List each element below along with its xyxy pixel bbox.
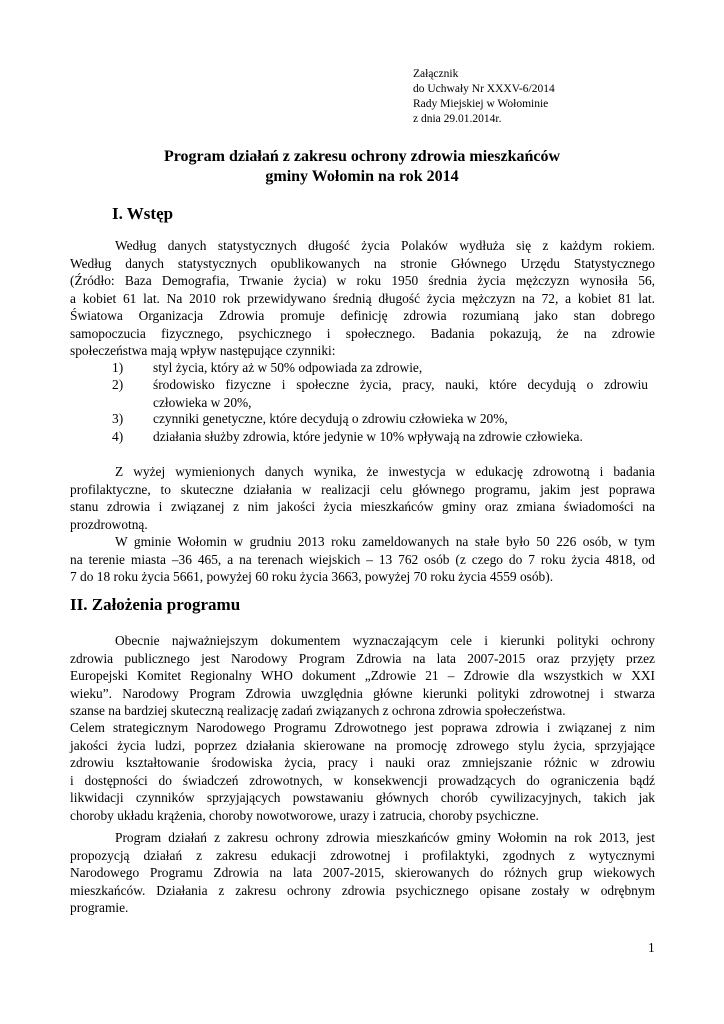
title-line: Program działań z zakresu ochrony zdrowia mieszkańców (163, 148, 561, 165)
annex-header (413, 67, 555, 127)
page-number: 1 (648, 940, 655, 955)
paragraph-assumptions-3 (70, 829, 655, 917)
text-line: W gminie Wołomin w grudniu 2013 roku zameldowanych na stałe było 50 226 osób, w tym (115, 534, 655, 549)
text-line: a kobiet 61 lat. Na 2010 rok przewidywano średnią długość życia mężczyzn na 72, a kobiet 81 lat. (70, 290, 655, 306)
text-line: zdrowia publicznego jest Narodowy Program Zdrowia na lata 2007-2015 oraz przyjęty przez (70, 650, 655, 666)
list-number: 3) (112, 411, 124, 426)
text-line: Narodowego Programu Zdrowia na lata 2007-2015, skierowanych do różnych grup wiekowych (70, 865, 655, 880)
list-item (153, 410, 648, 428)
text-line: styl życia, który aż w 50% odpowiada za zdrowie, (153, 360, 423, 375)
annex-line: Rady Miejskiej w Wołominie (413, 98, 549, 110)
list-item (153, 428, 648, 446)
annex-line: z dnia 29.01.2014r. (413, 113, 502, 125)
text-line: Celem strategicznym Narodowego Programu Zdrowotnego jest poprawa zdrowia i związanej z nim (70, 720, 655, 735)
text-line: programie. (70, 900, 129, 915)
text-line: Europejski Komitet Regionalny WHO dokument „Zdrowie 21 – Zdrowie dla wszystkich w XXI (70, 668, 655, 683)
title-line: gminy Wołomin na rok 2014 (265, 168, 459, 185)
text-line: jakości życia ludzi, poprzez działania skierowane na promocję zdrowego stylu życia, sprzyjające (70, 737, 655, 753)
paragraph-assumptions-1 (70, 632, 655, 720)
text-line: choroby układu krążenia, choroby nowotworowe, urazy i zatrucia, choroby psychiczne. (70, 807, 539, 823)
text-line: Z wyżej wymienionych danych wynika, że inwestycja w edukację zdrowotną i badania (115, 464, 655, 479)
text-line: działania służby zdrowia, które jedynie w 10% wpływają na zdrowie człowieka. (153, 429, 583, 444)
text-line: Według danych statystycznych długość życia Polaków wydłuża się z każdym rokiem. (115, 238, 655, 253)
list-item (153, 376, 648, 411)
text-line: na terenie miasta –36 465, a na terenach wiejskich – 13 762 osób (z czego do 7 roku życia 4818, od (70, 551, 655, 567)
text-line: mieszkańców. Działania z zakresu ochrony zdrowia psychicznego opisane zostały w odrębnym (70, 882, 655, 898)
text-line: środowisko fizyczne i społeczne życia, pracy, nauki, które decydują o zdrowiu (153, 377, 648, 392)
text-line: wieku”. Narodowy Program Zdrowia uwzględnia główne kierunki polityki zdrowotnej i stwarza (70, 685, 655, 701)
text-line: zdrowiu kształtowanie środowiska życia, pracy i nauki oraz zmniejszanie różnic w zdrowiu (70, 755, 655, 770)
annex-line: do Uchwały Nr XXXV-6/2014 (413, 83, 555, 95)
list-number: 1) (112, 360, 124, 375)
annex-line: Załącznik (413, 68, 459, 80)
list-number: 2) (112, 377, 124, 392)
paragraph-intro-2 (70, 463, 655, 533)
text-line: stanu zdrowia i związanej z nim jakości życia mieszkańców gminy oraz zmiana świadomości na (70, 499, 655, 514)
text-line: Program działań z zakresu ochrony zdrowia mieszkańców gminy Wołomin na rok 2013, jest (115, 830, 655, 845)
section-heading-assumptions: II. Założenia programu (70, 595, 241, 614)
text-line: i dostępności do świadczeń zdrowotnych, w konsekwencji prowadzących do ograniczenia bądź (70, 772, 655, 788)
text-line: szanse na bardziej skuteczną realizację zadań związanych z ochrona zdrowia społeczeństwa. (70, 703, 566, 718)
text-line: społeczeństwa mają wpływ następujące czynniki: (70, 343, 336, 358)
text-line: czynniki genetyczne, które decydują o zdrowiu człowieka w 20%, (153, 411, 508, 426)
paragraph-assumptions-2 (70, 719, 655, 824)
text-line: propozycją działań z zakresu edukacji zdrowotnej i profilaktyki, zgodnych z wytycznymi (70, 847, 655, 863)
text-line: likwidacji czynników sprzyjających powstawaniu głównych chorób cywilizacyjnych, takich jak (70, 790, 655, 805)
document-title (60, 147, 664, 187)
section-heading-intro: I. Wstęp (112, 204, 174, 223)
text-line: (Źródło: Baza Demografia, Trwanie życia) w roku 1950 średnia życia mężczyzn wynosiła 56, (70, 273, 655, 288)
text-line: Obecnie najważniejszym dokumentem wyznaczającym cele i kierunki polityki ochrony (115, 633, 655, 648)
text-line: profilaktyczne, to skuteczne działania w realizacji celu głównego programu, jakim jest poprawa (70, 481, 655, 497)
text-line: 7 do 18 roku życia 5661, powyżej 60 roku życia 3663, powyżej 70 roku życia 4559 osób). (70, 569, 554, 584)
list-number: 4) (112, 429, 124, 444)
text-line: Według danych statystycznych opublikowanych na stronie Głównego Urzędu Statystycznego (70, 255, 655, 271)
paragraph-intro-1 (70, 237, 655, 360)
text-line: samopoczucia fizycznego, psychicznego i społecznego. Badania pokazują, że na zdrowie (70, 325, 655, 341)
text-line: prozdrowotną. (70, 516, 148, 532)
list-item (153, 359, 648, 377)
text-line: Światowa Organizacja Zdrowia promuje definicję zdrowia rozumianą jako stan dobrego (70, 308, 655, 323)
text-line: człowieka w 20%, (153, 394, 252, 410)
paragraph-intro-3 (70, 533, 655, 586)
